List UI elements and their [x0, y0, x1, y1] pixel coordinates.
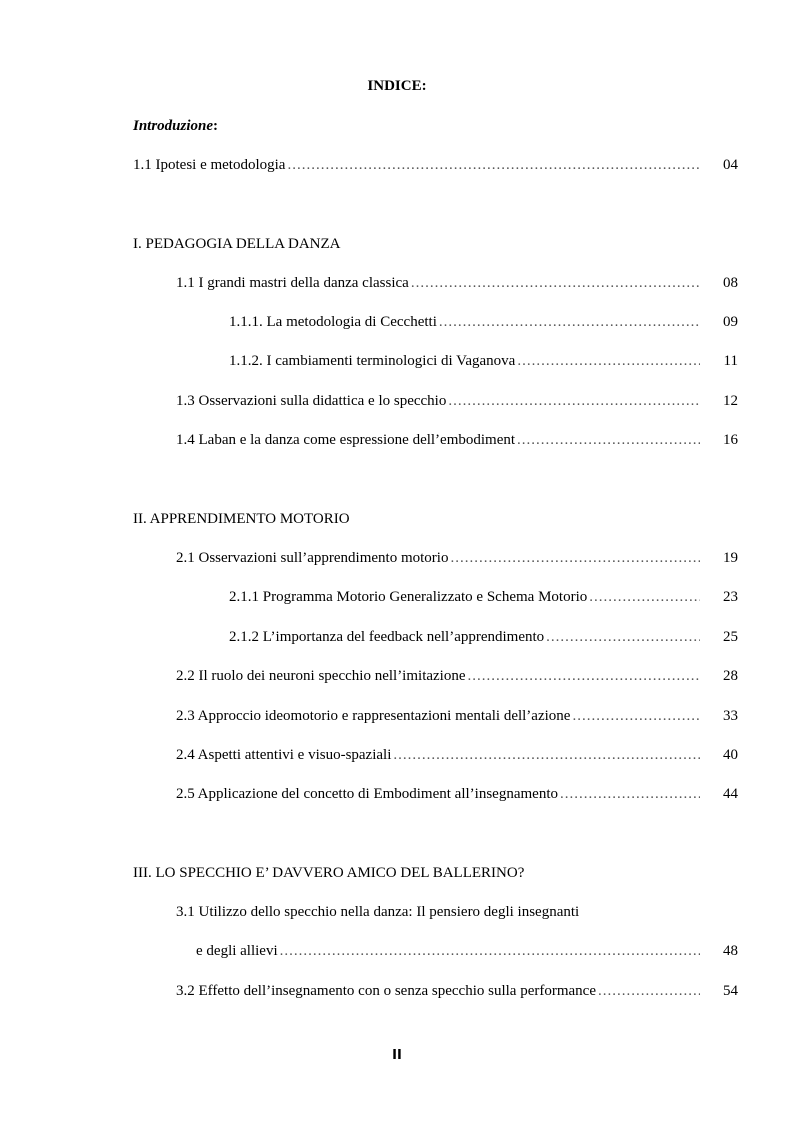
toc-entry-label: e degli allievi: [196, 943, 278, 959]
toc-entry-3-1-line1[interactable]: 3.1 Utilizzo dello specchio nella danza: Il pensiero degli insegnanti: [176, 904, 580, 920]
toc-entry-2-1[interactable]: [176, 550, 738, 567]
toc-entry-label: 1.3 Osservazioni sulla didattica e lo specchio: [176, 393, 447, 409]
section-heading-3[interactable]: III. LO SPECCHIO E’ DAVVERO AMICO DEL BALLERINO?: [133, 865, 525, 881]
dot-leader: [546, 629, 700, 646]
toc-entry-label: 1.1 I grandi mastri della danza classica: [176, 275, 409, 291]
dot-leader: [450, 550, 700, 567]
toc-page-number: 12: [723, 393, 738, 409]
dot-leader: [572, 708, 700, 725]
toc-entry-label: 2.1 Osservazioni sull’apprendimento motorio: [176, 550, 449, 566]
toc-entry-label: 2.4 Aspetti attentivi e visuo-spaziali: [176, 747, 392, 763]
toc-entry-2-4[interactable]: [176, 747, 738, 764]
toc-entry-2-1-1[interactable]: [229, 589, 738, 606]
toc-entry-1-1-1[interactable]: [229, 314, 738, 331]
page-title: INDICE:: [367, 78, 427, 94]
dot-leader: [411, 275, 700, 292]
dot-leader: [517, 432, 700, 449]
toc-page-number: 28: [723, 668, 738, 684]
toc-entry-label: 2.5 Applicazione del concetto di Embodiment all’insegnamento: [176, 786, 558, 802]
toc-entry-1-1[interactable]: [176, 275, 738, 292]
toc-page-number: 09: [723, 314, 738, 330]
toc-entry-label: 2.1.1 Programma Motorio Generalizzato e Schema Motorio: [229, 589, 588, 605]
toc-entry-2-3[interactable]: [176, 708, 738, 725]
toc-entry-2-1-2[interactable]: [229, 629, 738, 646]
toc-page-number: 48: [723, 943, 738, 959]
dot-leader: [517, 353, 700, 370]
toc-entry-label: 3.2 Effetto dell’insegnamento con o senza specchio sulla performance: [176, 983, 596, 999]
dot-leader: [287, 157, 700, 174]
toc-entry-label: 2.2 Il ruolo dei neuroni specchio nell’imitazione: [176, 668, 466, 684]
dot-leader: [280, 943, 700, 960]
dot-leader: [448, 393, 700, 410]
toc-entry-2-5[interactable]: [176, 786, 738, 803]
toc-page-number: 11: [723, 353, 738, 369]
section-heading-1[interactable]: I. PEDAGOGIA DELLA DANZA: [133, 236, 341, 252]
toc-entry-intro-1[interactable]: [133, 157, 738, 174]
toc-entry-3-2[interactable]: [176, 983, 738, 1000]
dot-leader: [439, 314, 700, 331]
toc-page-number: 04: [723, 157, 738, 173]
toc-entry-3-1-line2[interactable]: [196, 943, 738, 960]
toc-page-number: 23: [723, 589, 738, 605]
toc-entry-label: 1.1 Ipotesi e metodologia: [133, 157, 286, 173]
toc-entry-label: 1.1.2. I cambiamenti terminologici di Vaganova: [229, 353, 516, 369]
section-heading-2[interactable]: II. APPRENDIMENTO MOTORIO: [133, 511, 350, 527]
toc-entry-2-2[interactable]: [176, 668, 738, 685]
dot-leader: [598, 983, 700, 1000]
toc-entry-label: 1.1.1. La metodologia di Cecchetti: [229, 314, 437, 330]
dot-leader: [560, 786, 700, 803]
toc-page-number: 33: [723, 708, 738, 724]
toc-page-number: 40: [723, 747, 738, 763]
toc-entry-1-1-2[interactable]: [229, 353, 738, 370]
toc-page-number: 19: [723, 550, 738, 566]
footer-page-number: II: [392, 1048, 402, 1063]
toc-page-number: 16: [723, 432, 738, 448]
toc-page-number: 08: [723, 275, 738, 291]
toc-entry-1-4[interactable]: [176, 432, 738, 449]
toc-page-number: 44: [723, 786, 738, 802]
toc-entry-label: 2.1.2 L’importanza del feedback nell’apprendimento: [229, 629, 545, 645]
dot-leader: [393, 747, 700, 764]
toc-entry-1-3[interactable]: [176, 393, 738, 410]
toc-entry-label: 1.4 Laban e la danza come espressione dell’embodiment: [176, 432, 516, 448]
toc-page-number: 54: [723, 983, 738, 999]
dot-leader: [589, 589, 700, 606]
introduction-label: Introduzione:: [133, 118, 219, 134]
toc-entry-label: 2.3 Approccio ideomotorio e rappresentazioni mentali dell’azione: [176, 708, 571, 724]
toc-page-number: 25: [723, 629, 738, 645]
dot-leader: [468, 668, 701, 685]
